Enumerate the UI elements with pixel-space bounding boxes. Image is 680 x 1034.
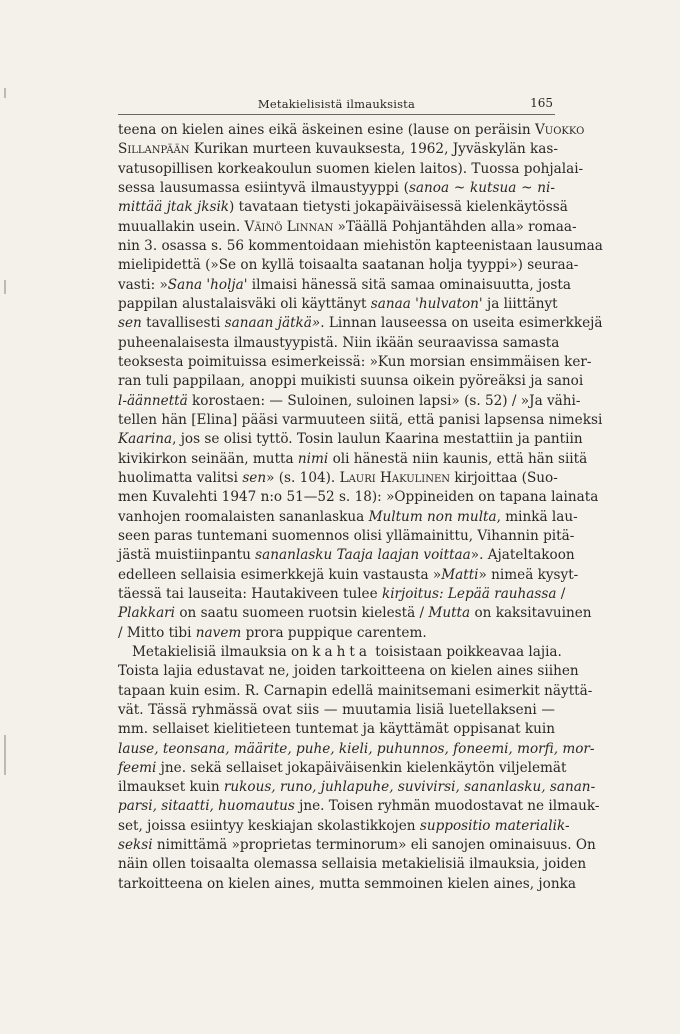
text-segment: korostaen: — Suloinen, suloinen lapsi» (s. 52) / »Ja vähi-	[187, 392, 581, 409]
text-segment: ». Ajateltakoon	[470, 547, 575, 564]
italic-text: sen	[118, 315, 142, 332]
text-segment: / Mitto tibi	[118, 624, 196, 641]
text-line	[118, 508, 578, 527]
text-segment: nimittämä »proprietas terminorum» eli sanojen ominaisuus. On	[152, 837, 596, 854]
text-segment: vanhojen roomalaisten sananlaskua	[118, 508, 369, 525]
text-segment: vät. Tässä ryhmässä ovat siis — muutamia lisiä luetellakseni —	[118, 701, 555, 718]
italic-text: Kaarina	[118, 431, 173, 448]
text-segment: Kurikan murteen kuvauksesta, 1962, Jyväskylän kas-	[189, 141, 558, 158]
text-segment: mielipidettä (»Se on kyllä toisaalta saatanan holja tyyppi») seuraa-	[118, 257, 579, 274]
italic-text: mittää jtak jksik	[118, 199, 230, 216]
text-segment: » (s. 104).	[266, 469, 340, 486]
text-segment: näin ollen toisaalta olemassa sellaisia metakielisiä ilmauksia, joiden	[118, 856, 587, 873]
text-line	[118, 662, 579, 681]
text-line	[118, 140, 558, 159]
text-line	[118, 604, 592, 623]
text-line	[118, 334, 560, 353]
text-segment: muuallakin usein.	[118, 218, 245, 235]
text-line	[118, 624, 555, 643]
text-line	[118, 256, 579, 275]
text-segment: kirjoittaa (Suo-	[450, 469, 558, 486]
text-segment: . Linnan lauseessa on useita esimerkkejä	[320, 315, 603, 332]
text-segment: tapaan kuin esim. R. Carnapin edellä mainitsemani esimerkit näyttä-	[118, 682, 593, 699]
scan-edge-mark	[4, 88, 6, 98]
text-segment: set, joissa esiintyy keskiajan skolastikkojen	[118, 817, 420, 834]
text-segment: on saatu suomeen ruotsin kielestä /	[175, 605, 429, 622]
text-line	[118, 314, 603, 333]
italic-text: sanaan jätkä»	[224, 315, 321, 332]
italic-text: Multum non multa	[368, 508, 497, 525]
text-line	[118, 121, 585, 140]
text-segment: huolimatta valitsi	[118, 469, 243, 486]
italic-text: sanaa 'hulvaton'	[370, 295, 483, 312]
text-segment: oli hänestä niin kaunis, että hän siitä	[328, 450, 588, 467]
italic-text: sanoa ~ kutsua ~ ni-	[408, 179, 555, 196]
text-line	[118, 392, 581, 411]
text-segment: mm. sellaiset kielitieteen tuntemat ja käyttämät oppisanat kuin	[118, 721, 555, 738]
italic-text: suppositio materialik-	[419, 817, 570, 834]
text-segment: jästä muistiinpantu	[118, 547, 256, 564]
text-segment: tarkoitteena on kielen aines, mutta semmoinen kielen aines, jonka	[118, 875, 576, 892]
text-segment: ran tuli pappilaan, anoppi muikisti suunsa oikein pyöreäksi ja sanoi	[118, 373, 584, 390]
running-title: Metakielisistä ilmauksista	[257, 97, 416, 111]
text-segment: puheenalaisesta ilmaustyypistä. Niin ikään seuraavissa samasta	[118, 334, 560, 351]
text-segment: täessä tai lauseita: Hautakiveen tulee	[118, 585, 382, 602]
text-segment: pappilan alustalaisväki oli käyttänyt	[118, 295, 371, 312]
text-segment: ilmaukset kuin	[118, 779, 224, 796]
text-segment: ja liittänyt	[482, 295, 558, 312]
text-segment: seen paras tuntemani suomennos olisi yllämainittu, Vihannin pitä-	[118, 527, 575, 544]
author-name: Lauri Hakulinen	[339, 469, 451, 486]
text-segment: ) tavataan tietysti jokapäiväisessä kielenkäytössä	[229, 199, 568, 216]
text-line	[118, 218, 577, 237]
text-line	[118, 469, 558, 488]
text-segment: , minkä lau-	[496, 508, 578, 525]
text-line	[118, 875, 576, 894]
italic-text: rukous, runo, juhlapuhe, suvivirsi, sananlasku, sanan-	[223, 779, 596, 796]
text-segment: tavallisesti	[141, 315, 225, 332]
text-line	[118, 237, 603, 256]
text-line	[118, 450, 588, 469]
author-name: Sillanpään	[118, 141, 190, 158]
text-line	[118, 855, 587, 874]
text-segment: kivikirkon seinään, mutta	[118, 450, 298, 467]
text-segment: tellen hän [Elina] pääsi varmuuteen siitä, että panisi lapsensa nimeksi	[118, 411, 603, 428]
text-segment: » nimeä kysyt-	[478, 566, 579, 583]
italic-text: feemi	[118, 759, 157, 776]
text-segment: jne. sekä sellaiset jokapäiväisenkin kielenkäytön viljelemät	[156, 759, 567, 776]
text-segment: »Täällä Pohjantähden alla» romaa-	[333, 218, 577, 235]
text-line	[118, 295, 558, 314]
emphasized-text: kahta	[312, 643, 371, 660]
text-line	[118, 411, 603, 430]
italic-text: kirjoitus: Lepää rauhassa	[381, 585, 557, 602]
text-line	[118, 701, 555, 720]
text-segment: edelleen sellaisia esimerkkejä kuin vastausta »	[118, 566, 442, 583]
text-line	[118, 527, 575, 546]
italic-text: Sana 'holja'	[167, 276, 248, 293]
text-line	[118, 179, 555, 198]
text-segment: Toista lajia edustavat ne, joiden tarkoitteena on kielen aines siihen	[118, 663, 579, 680]
scan-edge-mark	[4, 280, 6, 294]
italic-text: parsi, sitaatti, huomautus	[118, 798, 295, 815]
text-line	[118, 740, 595, 759]
italic-text: sananlasku Taaja laajan voittaa	[255, 547, 471, 564]
text-segment: toisistaan poikkeavaa lajia.	[370, 643, 562, 660]
italic-text: Mutta	[428, 605, 471, 622]
text-segment: on kaksitavuinen	[470, 605, 592, 622]
text-segment: jne. Toisen ryhmän muodostavat ne ilmauk-	[294, 798, 600, 815]
text-line	[118, 546, 575, 565]
text-line	[118, 682, 593, 701]
text-segment: men Kuvalehti 1947 n:o 51—52 s. 18): »Oppineiden on tapana lainata	[118, 489, 599, 506]
text-segment: ilmaisi hänessä sitä samaa ominaisuutta, josta	[247, 276, 571, 293]
page-number: 165	[530, 96, 553, 110]
body-text	[118, 121, 603, 894]
text-segment: vatusopillisen korkeakoulun suomen kielen laitos). Tuossa pohjalai-	[118, 160, 584, 177]
text-segment: , jos se olisi tyttö. Tosin laulun Kaarina mestattiin ja pantiin	[172, 431, 583, 448]
scan-edge-mark	[4, 735, 6, 775]
text-segment: /	[556, 585, 566, 602]
text-line	[118, 430, 583, 449]
text-line	[118, 160, 584, 179]
text-line	[118, 643, 562, 662]
text-segment: teoksesta poimituissa esimerkeissä: »Kun morsian ensimmäisen ker-	[118, 353, 592, 370]
italic-text: l-äännettä	[118, 392, 188, 409]
text-segment: sessa lausumassa esiintyvä ilmaustyyppi (	[118, 179, 409, 196]
text-line	[118, 720, 555, 739]
italic-text: Plakkari	[118, 605, 176, 622]
page-header	[118, 94, 555, 115]
text-line	[118, 372, 584, 391]
text-line	[118, 353, 592, 372]
text-line	[118, 836, 596, 855]
text-line	[118, 276, 571, 295]
author-name: Väinö Linnan	[244, 218, 334, 235]
italic-text: navem	[195, 624, 242, 641]
italic-text: seksi	[118, 837, 153, 854]
italic-text: Matti	[441, 566, 479, 583]
text-segment: Metakielisiä ilmauksia on	[132, 643, 313, 660]
text-segment: teena on kielen aines eikä äskeinen esine (lause on peräisin	[118, 122, 535, 138]
author-name: Vuokko	[534, 122, 585, 138]
text-segment: vasti: »	[118, 276, 168, 293]
text-line	[118, 585, 566, 604]
text-segment: nin 3. osassa s. 56 kommentoidaan miehistön kapteenistaan lausumaa	[118, 237, 603, 254]
text-segment: prora puppique carentem.	[241, 624, 427, 641]
italic-text: sen	[242, 469, 267, 486]
text-line	[118, 488, 599, 507]
italic-text: lause, teonsana, määrite, puhe, kieli, puhunnos, foneemi, morfi, mor-	[118, 740, 595, 757]
text-line	[118, 198, 568, 217]
text-line	[118, 778, 596, 797]
text-line	[118, 759, 567, 778]
text-line	[118, 817, 570, 836]
text-line	[118, 797, 600, 816]
italic-text: nimi	[297, 450, 329, 467]
text-line	[118, 566, 579, 585]
